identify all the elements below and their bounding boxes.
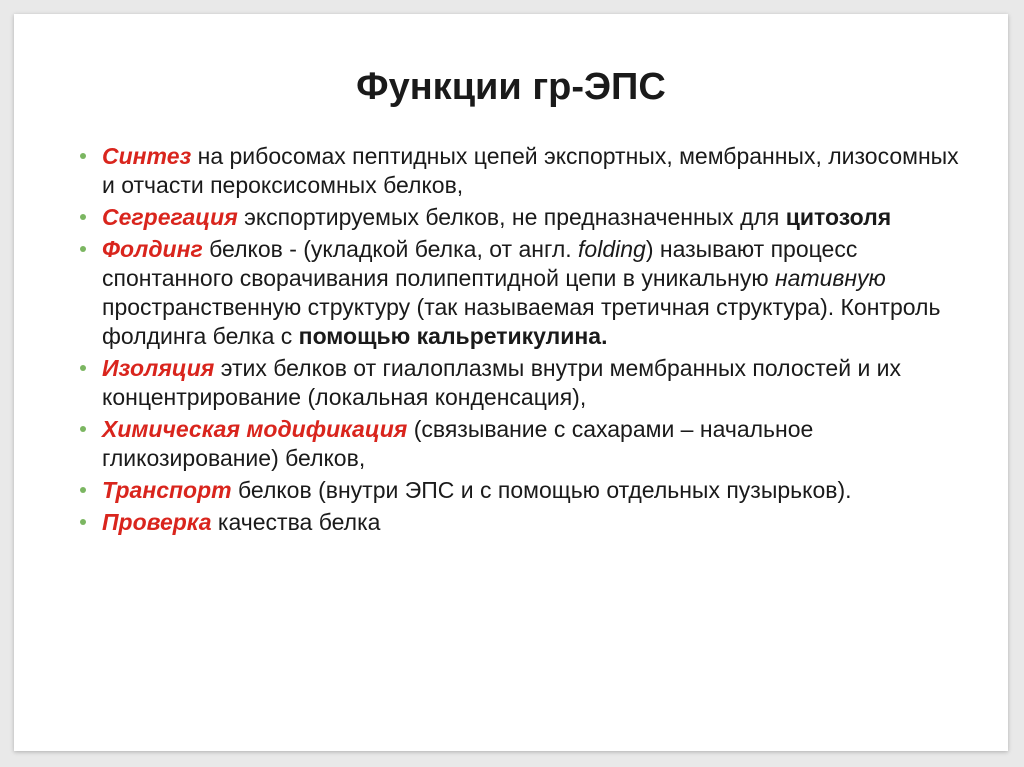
list-item — [80, 354, 960, 412]
bullet-dot-icon — [80, 246, 86, 252]
list-item — [80, 142, 960, 200]
slide-title: Функции гр-ЭПС — [356, 66, 666, 108]
list-item — [80, 476, 960, 505]
item-italic-text: нативную — [775, 265, 886, 291]
list-item — [80, 203, 960, 232]
item-text: (связывание с сахарами – начальное гликозирование) белков, — [102, 416, 814, 471]
item-italic-text: folding — [578, 236, 646, 262]
item-text: белков - (укладкой белка, от англ. — [202, 236, 579, 262]
slide — [14, 14, 1008, 751]
item-keyword: Транспорт — [102, 477, 232, 503]
item-text: на рибосомах пептидных цепей экспортных, мембранных, лизосомных и отчасти пероксисомных белков, — [102, 143, 959, 198]
list-item — [80, 235, 960, 351]
item-keyword: Сегрегация — [102, 204, 238, 230]
item-keyword: Изоляция — [102, 355, 215, 381]
item-bold-text: цитозоля — [785, 204, 892, 230]
list-item — [80, 415, 960, 473]
bullet-dot-icon — [80, 519, 86, 525]
item-keyword: Фолдинг — [102, 236, 203, 262]
bullet-dot-icon — [80, 153, 86, 159]
bullet-dot-icon — [80, 365, 86, 371]
item-bold-text: помощью кальретикулина. — [298, 323, 608, 349]
item-text: пространственную структуру (так называемая третичная структура). Контроль фолдинга белка с — [102, 294, 941, 349]
item-text: качества белка — [211, 509, 381, 535]
item-keyword: Проверка — [102, 509, 212, 535]
item-text: ) называют процесс спонтанного сворачивания полипептидной цепи в уникальную — [102, 236, 858, 291]
list-item — [80, 508, 960, 537]
bullet-dot-icon — [80, 214, 86, 220]
bullet-dot-icon — [80, 426, 86, 432]
item-keyword: Химическая модификация — [102, 416, 408, 442]
item-text: белков (внутри ЭПС и с помощью отдельных пузырьков). — [231, 477, 852, 503]
item-text: этих белков от гиалоплазмы внутри мембранных полостей и их концентрирование (локальная конденсация), — [102, 355, 902, 410]
item-keyword: Синтез — [102, 143, 192, 169]
function-list — [80, 142, 960, 540]
item-text: экспортируемых белков, не предназначенных для — [237, 204, 786, 230]
bullet-dot-icon — [80, 487, 86, 493]
